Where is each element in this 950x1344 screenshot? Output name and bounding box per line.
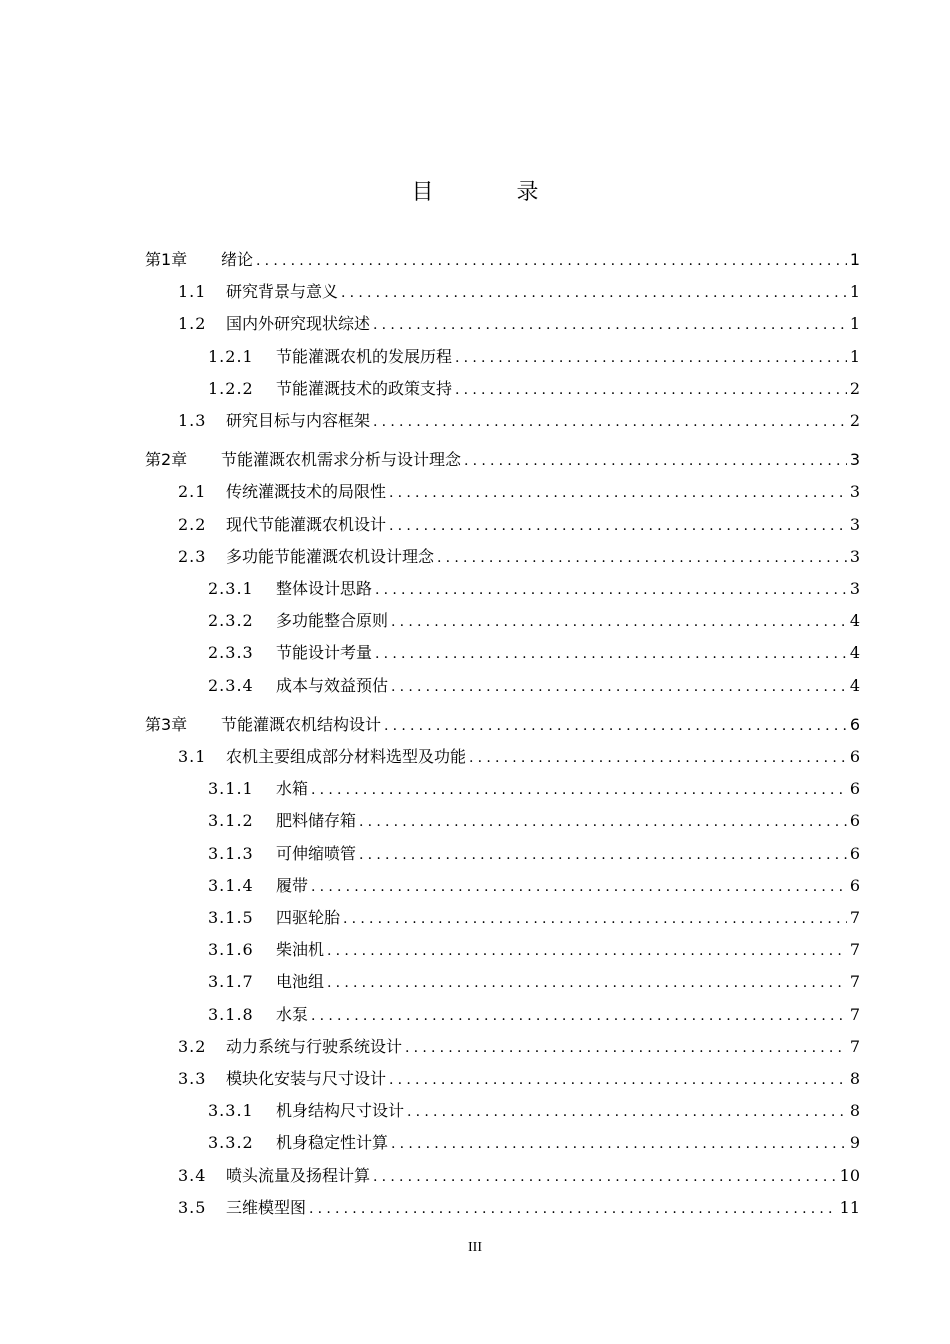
toc-dot-leader	[405, 1035, 847, 1061]
toc-dot-leader	[455, 345, 847, 371]
toc-dot-leader	[343, 906, 847, 932]
toc-entry-page: 7	[849, 972, 860, 992]
toc-dot-leader	[327, 970, 847, 996]
toc-section-entry[interactable]	[178, 1034, 860, 1060]
toc-section-entry[interactable]	[178, 744, 860, 770]
toc-entry-label: 柴油机	[276, 940, 325, 960]
toc-entry-label: 节能灌溉农机的发展历程	[276, 346, 453, 366]
toc-entry-number: 3.1.1	[208, 779, 254, 799]
toc-entry-page: 4	[849, 643, 860, 663]
toc-section-entry[interactable]	[208, 1002, 860, 1028]
toc-dot-leader	[311, 777, 847, 803]
toc-entry-label: 节能灌溉农机需求分析与设计理念	[221, 450, 462, 470]
toc-entry-page: 1	[849, 250, 860, 269]
toc-entry-page: 3	[849, 450, 860, 470]
toc-dot-leader	[373, 312, 847, 338]
toc-entry-number: 1.1	[178, 282, 207, 302]
toc-dot-leader	[373, 1164, 837, 1190]
toc-entry-label: 水箱	[276, 779, 309, 799]
toc-section-entry[interactable]	[178, 512, 860, 538]
toc-entry-number: 1.2.1	[208, 346, 254, 366]
toc-entry-page: 3	[849, 482, 860, 502]
toc-entry-number: 1.2.2	[208, 378, 254, 398]
toc-entry-page: 1	[849, 314, 860, 334]
toc-section-entry[interactable]	[208, 1130, 860, 1156]
toc-section-entry[interactable]	[208, 873, 860, 899]
toc-section-entry[interactable]	[208, 808, 860, 834]
toc-entry-page: 4	[849, 611, 860, 631]
toc-entry-page: 6	[849, 714, 860, 734]
toc-entry-page: 11	[839, 1197, 860, 1217]
toc-entry-label: 四驱轮胎	[276, 908, 341, 927]
toc-entry-label: 成本与效益预估	[276, 675, 389, 695]
toc-entry-page: 8	[849, 1069, 860, 1088]
toc-section-entry[interactable]	[178, 1163, 860, 1189]
toc-entry-number: 2.2	[178, 514, 207, 534]
toc-entry-page: 2	[849, 378, 860, 398]
toc-dot-leader	[464, 448, 847, 474]
toc-entry-label: 绪论	[221, 250, 254, 269]
toc-entry-label: 机身稳定性计算	[276, 1133, 389, 1153]
toc-dot-leader	[437, 545, 847, 571]
toc-entry-number: 1.3	[178, 411, 207, 430]
toc-section-entry[interactable]	[178, 279, 860, 305]
toc-section-entry[interactable]	[208, 1098, 860, 1124]
toc-entry-page: 10	[839, 1165, 860, 1185]
toc-entry-label: 水泵	[276, 1004, 309, 1024]
toc-entry-page: 8	[849, 1101, 860, 1121]
toc-dot-leader	[327, 938, 847, 964]
toc-dot-leader	[407, 1099, 847, 1125]
toc-dot-leader	[391, 609, 847, 635]
toc-entry-page: 1	[849, 346, 860, 366]
toc-dot-leader	[359, 842, 847, 868]
toc-section-entry[interactable]	[208, 937, 860, 963]
toc-entry-number: 3.4	[178, 1165, 207, 1185]
toc-dot-leader	[384, 713, 847, 739]
toc-dot-leader	[375, 577, 847, 603]
toc-entry-label: 研究背景与意义	[226, 282, 339, 302]
toc-entry-number: 第2章	[145, 450, 188, 470]
toc-entry-number: 3.1.6	[208, 940, 254, 960]
toc-entry-page: 6	[849, 779, 860, 799]
toc-entry-number: 2.3.3	[208, 643, 254, 663]
toc-entry-label: 传统灌溉技术的局限性	[226, 482, 387, 502]
toc-entry-label: 喷头流量及扬程计算	[226, 1165, 371, 1185]
toc-entry-label: 整体设计思路	[276, 579, 373, 598]
toc-entry-number: 2.3.1	[208, 579, 254, 598]
toc-entry-page: 7	[849, 1036, 860, 1056]
toc-entry-label: 电池组	[276, 972, 325, 992]
toc-dot-leader	[373, 409, 847, 435]
toc-dot-leader	[341, 280, 847, 306]
toc-entry-number: 3.3.2	[208, 1133, 254, 1153]
toc-entry-page: 4	[849, 675, 860, 695]
toc-dot-leader	[389, 513, 847, 539]
toc-entry-label: 节能设计考量	[276, 643, 373, 663]
toc-section-entry[interactable]	[208, 673, 860, 699]
toc-entry-page: 6	[849, 747, 860, 766]
toc-entry-number: 2.1	[178, 482, 207, 502]
toc-entry-page: 3	[849, 546, 860, 566]
toc-section-entry[interactable]	[208, 344, 860, 370]
toc-entry-number: 2.3	[178, 546, 207, 566]
toc-entry-page: 6	[849, 843, 860, 863]
toc-entry-number: 2.3.2	[208, 611, 254, 631]
toc-dot-leader	[389, 480, 847, 506]
toc-entry-page: 3	[849, 514, 860, 534]
toc-entry-number: 3.3	[178, 1069, 207, 1088]
toc-entry-label: 多功能节能灌溉农机设计理念	[226, 546, 435, 566]
toc-entry-label: 模块化安装与尺寸设计	[226, 1069, 387, 1088]
toc-section-entry[interactable]	[178, 408, 860, 434]
toc-section-entry[interactable]	[178, 311, 860, 337]
toc-entry-page: 7	[849, 908, 860, 927]
toc-dot-leader	[391, 1131, 847, 1157]
toc-entry-number: 第1章	[145, 250, 188, 269]
toc-section-entry[interactable]	[178, 479, 860, 505]
toc-section-entry[interactable]	[178, 1195, 860, 1221]
toc-entry-label: 机身结构尺寸设计	[276, 1101, 405, 1121]
toc-section-entry[interactable]	[178, 544, 860, 570]
toc-entry-label: 可伸缩喷管	[276, 843, 357, 863]
toc-section-entry[interactable]	[208, 608, 860, 634]
toc-entry-page: 7	[849, 1004, 860, 1024]
toc-dot-leader	[311, 874, 847, 900]
toc-entry-label: 国内外研究现状综述	[226, 314, 371, 334]
toc-entry-page: 6	[849, 811, 860, 831]
toc-dot-leader	[455, 377, 847, 403]
toc-chapter-entry[interactable]	[145, 712, 860, 738]
toc-dot-leader	[359, 809, 847, 835]
page-number-footer: III	[468, 1240, 482, 1255]
toc-section-entry[interactable]	[208, 969, 860, 995]
toc-entry-number: 3.5	[178, 1197, 207, 1217]
toc-dot-leader	[375, 641, 847, 667]
toc-entry-number: 1.2	[178, 314, 207, 334]
toc-section-entry[interactable]	[208, 776, 860, 802]
toc-dot-leader	[311, 1003, 847, 1029]
toc-chapter-entry[interactable]	[145, 247, 860, 273]
toc-entry-label: 三维模型图	[226, 1197, 307, 1217]
toc-dot-leader	[389, 1067, 847, 1093]
toc-entry-number: 3.2	[178, 1036, 207, 1056]
toc-section-entry[interactable]	[178, 1066, 860, 1092]
toc-entry-page: 6	[849, 875, 860, 895]
toc-entry-page: 1	[849, 282, 860, 302]
toc-entry-number: 3.1.7	[208, 972, 254, 992]
toc-section-entry[interactable]	[208, 841, 860, 867]
toc-section-entry[interactable]	[208, 376, 860, 402]
toc-entry-number: 3.1.4	[208, 875, 254, 895]
toc-chapter-entry[interactable]	[145, 447, 860, 473]
toc-entry-number: 3.1.2	[208, 811, 254, 831]
toc-entry-number: 3.1.8	[208, 1004, 254, 1024]
toc-entry-page: 9	[849, 1133, 860, 1153]
toc-entry-label: 动力系统与行驶系统设计	[226, 1036, 403, 1056]
toc-dot-leader	[469, 745, 847, 771]
toc-section-entry[interactable]	[208, 905, 860, 931]
toc-section-entry[interactable]	[208, 576, 860, 602]
toc-entry-label: 农机主要组成部分材料选型及功能	[226, 747, 467, 766]
toc-entry-number: 第3章	[145, 714, 188, 734]
toc-dot-leader	[309, 1196, 837, 1222]
toc-dot-leader	[391, 674, 847, 700]
toc-entry-label: 节能灌溉农机结构设计	[221, 714, 382, 734]
toc-entry-page: 7	[849, 940, 860, 960]
toc-entry-number: 3.1	[178, 747, 207, 766]
toc-entry-label: 节能灌溉技术的政策支持	[276, 378, 453, 398]
toc-entry-page: 3	[849, 579, 860, 598]
toc-entry-number: 3.1.3	[208, 843, 254, 863]
toc-entry-label: 现代节能灌溉农机设计	[226, 514, 387, 534]
toc-entry-number: 3.3.1	[208, 1101, 254, 1121]
toc-entry-page: 2	[849, 411, 860, 430]
toc-entry-label: 多功能整合原则	[276, 611, 389, 631]
toc-entry-label: 肥料储存箱	[276, 811, 357, 831]
toc-dot-leader	[256, 248, 847, 274]
toc-entry-number: 3.1.5	[208, 908, 254, 927]
toc-section-entry[interactable]	[208, 640, 860, 666]
toc-entry-label: 履带	[276, 875, 309, 895]
toc-entry-number: 2.3.4	[208, 675, 254, 695]
page-title: 目 录	[411, 180, 577, 205]
toc-entry-label: 研究目标与内容框架	[226, 411, 371, 430]
